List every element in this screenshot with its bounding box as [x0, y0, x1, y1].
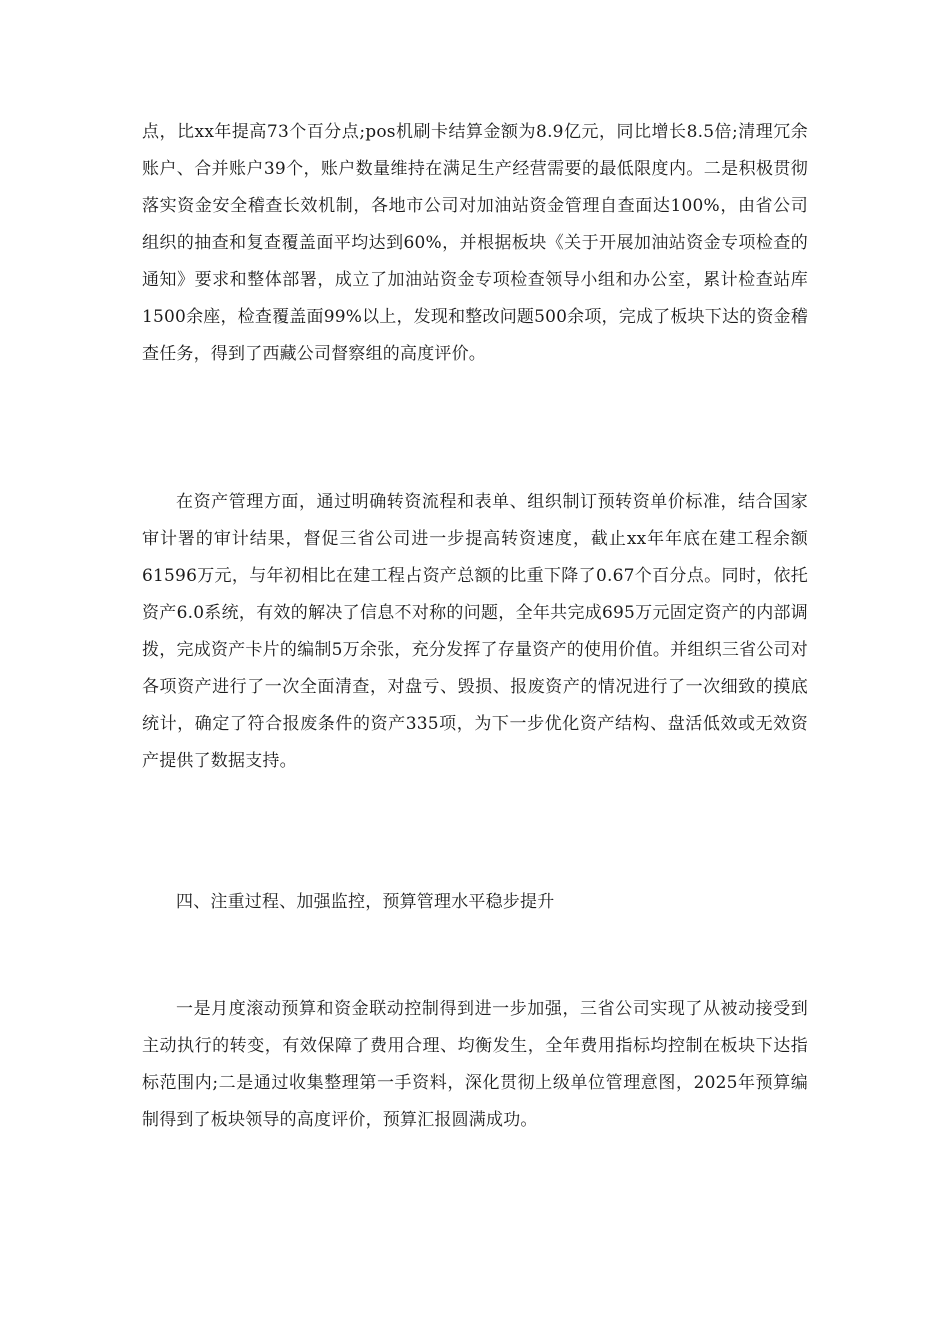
paragraph-funds-management: 点，比xx年提高73个百分点;pos机刷卡结算金额为8.9亿元，同比增长8.5倍;清理冗余账户、合并账户39个，账户数量维持在满足生产经营需要的最低限度内。二是积极贯彻落实资金安全稽查长效机制，各地市公司对加油站资金管理自查面达100%，由省公司组织的抽查和复查覆盖面平均达到60%，并根据板块《关于开展加油站资金专项检查的通知》要求和整体部署，成立了加油站资金专项检查领导小组和办公室，累计检查站库1500余座，检查覆盖面99%以上，发现和整改问题500余项，完成了板块下达的资金稽查任务，得到了西藏公司督察组的高度评价。: [142, 122, 808, 364]
section-heading: 四、注重过程、加强监控，预算管理水平稳步提升: [176, 892, 555, 912]
paragraph-asset-management: 在资产管理方面，通过明确转资流程和表单、组织制订预转资单价标准，结合国家审计署的审计结果，督促三省公司进一步提高转资速度，截止xx年年底在建工程余额61596万元，与年初相比在建工程占资产总额的比重下降了0.67个百分点。同时，依托资产6.0系统，有效的解决了信息不对称的问题，全年共完成695万元固定资产的内部调拨，完成资产卡片的编制5万余张，充分发挥了存量资产的使用价值。并组织三省公司对各项资产进行了一次全面清查，对盘亏、毁损、报废资产的情况进行了一次细致的摸底统计，确定了符合报废条件的资产335项，为下一步优化资产结构、盘活低效或无效资产提供了数据支持。: [142, 492, 808, 771]
paragraph-budget-management: 一是月度滚动预算和资金联动控制得到进一步加强，三省公司实现了从被动接受到主动执行的转变，有效保障了费用合理、均衡发生，全年费用指标均控制在板块下达指标范围内;二是通过收集整理第一手资料，深化贯彻上级单位管理意图，2025年预算编制得到了板块领导的高度评价，预算汇报圆满成功。: [142, 999, 808, 1130]
